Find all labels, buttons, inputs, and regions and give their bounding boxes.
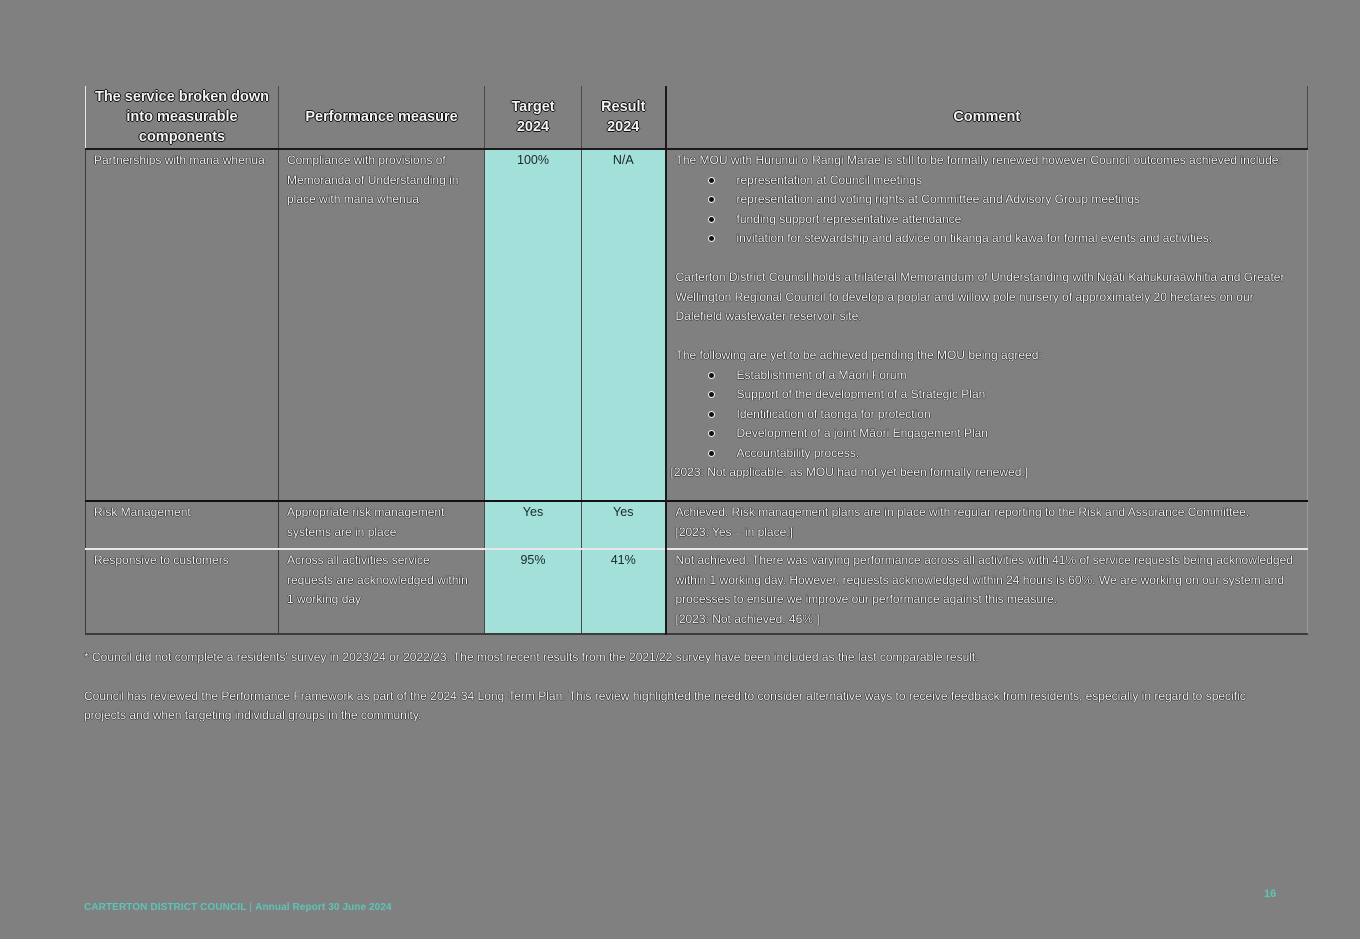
measure-text: Compliance with provisions of Memoranda of Understanding in place with mana whenua xyxy=(287,153,459,206)
table-row xyxy=(86,549,1308,634)
component-text: Partnerships with mana whenua xyxy=(94,153,265,167)
pending-list xyxy=(676,366,1300,464)
spacer xyxy=(676,327,1300,347)
list-item: representation and voting rights at Committee and Advisory Group meetings xyxy=(709,190,1300,210)
list-item: Identification of taonga for protection xyxy=(709,405,1300,425)
pending-intro: The following are yet to be achieved pending the MOU being agreed: xyxy=(675,348,1042,362)
cell-target xyxy=(485,549,582,634)
cell-component xyxy=(86,149,279,501)
comment-content xyxy=(667,150,1308,487)
component-text: Risk Management xyxy=(94,505,191,519)
survey-footnote: * Council did not complete a residents' survey in 2023/24 or 2022/23. The most recent results from the 2021/22 survey have been included as the last comparable result. xyxy=(84,650,979,664)
component-text: Responsive to customers xyxy=(94,553,229,567)
header-result: Result 2024 xyxy=(582,86,666,149)
cell-measure xyxy=(279,501,485,549)
comment-intro: The MOU with Hurunui-o-Rangi Marae is still to be formally renewed however Council outcomes achieved include: xyxy=(675,153,1282,167)
list-item: Establishment of a Māori Forum xyxy=(709,366,1300,386)
footnotes xyxy=(84,648,1284,726)
measure-text: Appropriate risk management systems are in place xyxy=(287,505,445,539)
cell-comment xyxy=(666,549,1308,634)
footer-report: Annual Report 30 June 2024 xyxy=(255,902,392,913)
cell-measure xyxy=(279,149,485,501)
prior-year-result: [2023: Yes – in place.] xyxy=(675,524,793,539)
list-item: Accountability process. xyxy=(709,444,1300,464)
page-number: 16 xyxy=(1264,888,1277,900)
list-item: Development of a joint Māori Engagement Plan xyxy=(709,424,1300,444)
table-row xyxy=(86,501,1308,549)
framework-note: Council has reviewed the Performance Framework as part of the 2024-34 Long-Term Plan. This review highlighted the need to consider alternative ways to receive feedback from residents, especially in regard to specific projects and when targeting individual groups in the community. xyxy=(84,688,1246,722)
cell-measure xyxy=(279,549,485,634)
comment-text: Achieved. Risk management plans are in place with regular reporting to the Risk and Assurance Committee. xyxy=(675,505,1250,519)
cell-result xyxy=(582,501,666,549)
target-value: 100% xyxy=(517,153,549,167)
cell-target xyxy=(485,501,582,549)
header-measure: Performance measure xyxy=(279,86,485,149)
prior-year-result: [2023: Not applicable, as MOU had not yet been formally renewed.] xyxy=(670,465,1029,479)
performance-table xyxy=(85,86,1308,635)
footer-org: CARTERTON DISTRICT COUNCIL xyxy=(84,902,247,913)
comment-text: Not achieved. There was varying performance across all activities with 41% of service requests being acknowledged within 1 working day. However, requests acknowledged within 24 hours is 60%. We are working on our system and processes to ensure we improve our performance against this measure. xyxy=(675,553,1293,606)
result-value: N/A xyxy=(612,153,634,167)
cell-component xyxy=(86,549,279,634)
header-target: Target 2024 xyxy=(485,86,582,149)
comment-paragraph: Carterton District Council holds a trilateral Memorandum of Understanding with Ngāti Kahukuraāwhitia and Greater Wellington Regional Council to develop a poplar and willow pole nursery of approximately 20 hectares on our Dalefield wastewater reservoir site. xyxy=(675,270,1285,323)
list-item: invitation for stewardship and advice on tikanga and kawa for formal events and activities. xyxy=(709,229,1300,249)
target-value: 95% xyxy=(520,553,546,567)
table-header-row xyxy=(86,86,1308,149)
prior-year-result: [2023: Not achieved. 46% ] xyxy=(675,611,820,626)
cell-result xyxy=(582,549,666,634)
result-value: Yes xyxy=(613,505,634,519)
result-value: 41% xyxy=(610,553,636,567)
header-component: The service broken down into measurable components xyxy=(86,86,279,149)
cell-result xyxy=(582,149,666,501)
page-footer xyxy=(84,902,392,913)
cell-comment xyxy=(666,501,1308,549)
achieved-list xyxy=(676,171,1300,249)
list-item: Support of the development of a Strategic Plan xyxy=(709,385,1300,405)
cell-component xyxy=(86,501,279,549)
cell-target xyxy=(485,149,582,501)
list-item: funding support representative attendance xyxy=(709,210,1300,230)
cell-comment xyxy=(666,149,1308,501)
table-row xyxy=(86,149,1308,501)
footer-separator: | xyxy=(249,902,253,913)
measure-text: Across all activities service requests are acknowledged within 1 working day xyxy=(287,553,468,606)
comment-content xyxy=(667,502,1308,546)
spacer xyxy=(676,249,1300,269)
comment-content xyxy=(667,550,1308,633)
target-value: Yes xyxy=(522,505,544,519)
header-comment: Comment xyxy=(666,86,1308,149)
list-item: representation at Council meetings xyxy=(709,171,1300,191)
